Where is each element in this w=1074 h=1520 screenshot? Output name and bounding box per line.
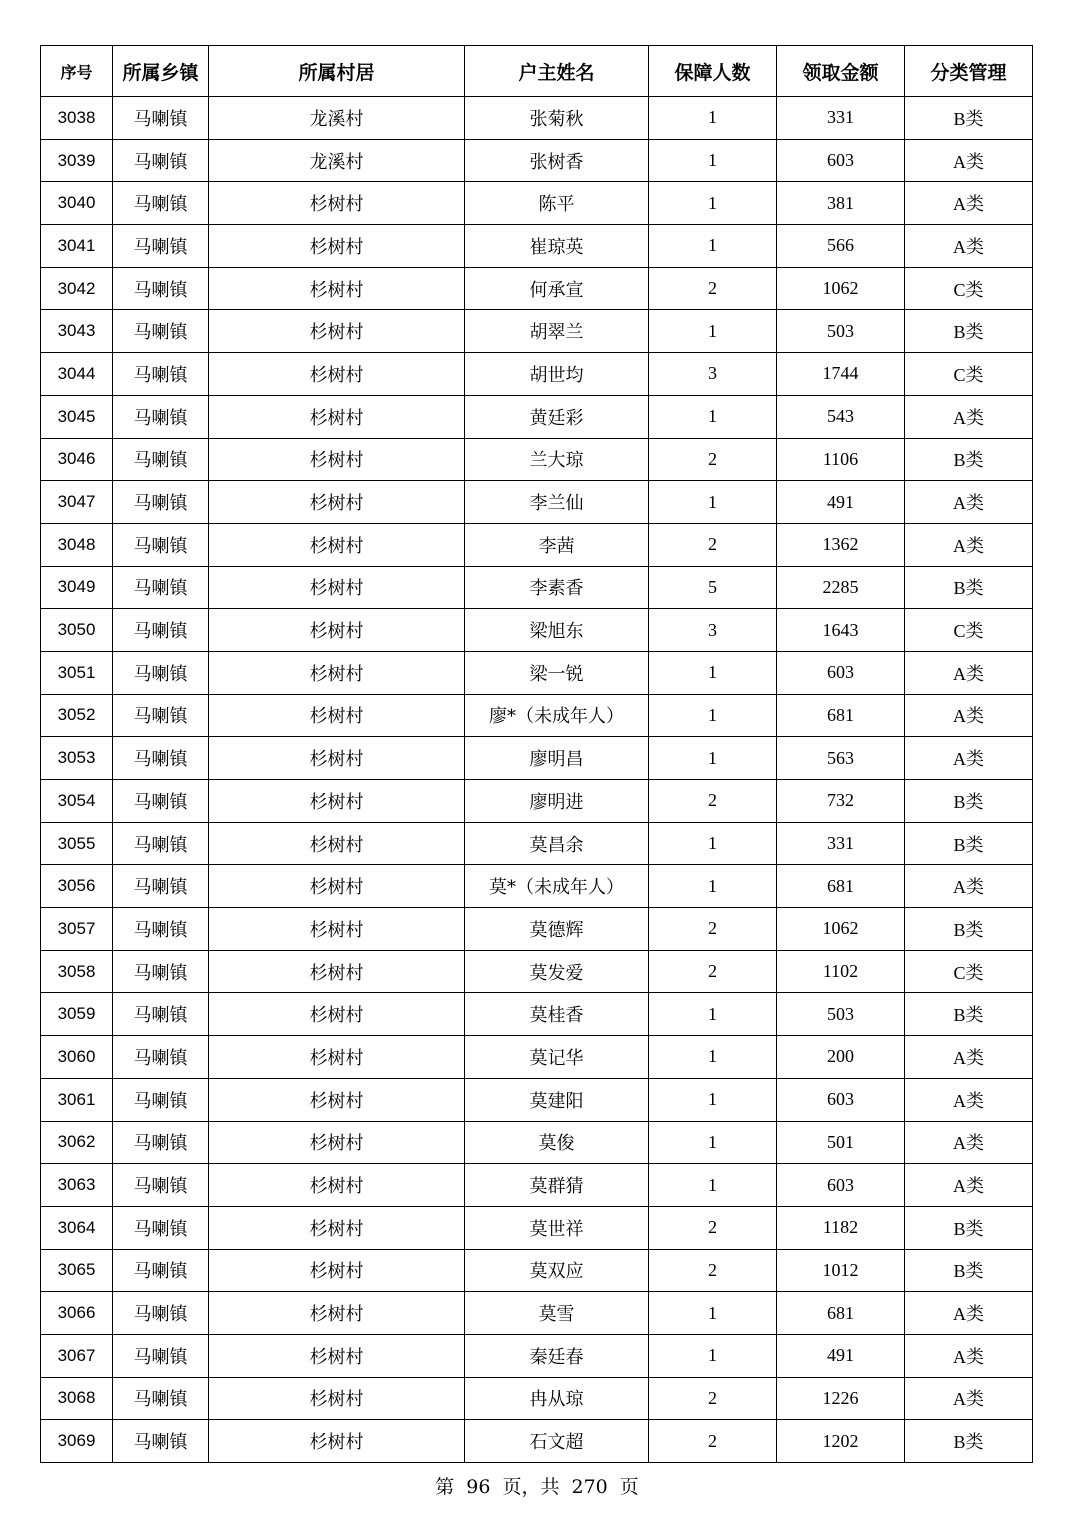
table-row [41, 353, 1033, 396]
cell-householder-name: 莫发爱 [465, 950, 649, 993]
cell-village: 杉树村 [209, 694, 465, 737]
cell-category: A类 [905, 182, 1033, 225]
cell-village: 杉树村 [209, 395, 465, 438]
cell-category: A类 [905, 523, 1033, 566]
cell-category: B类 [905, 822, 1033, 865]
table-row [41, 566, 1033, 609]
table-row [41, 267, 1033, 310]
header-amount: 领取金额 [777, 46, 905, 97]
cell-village: 龙溪村 [209, 97, 465, 140]
cell-category: C类 [905, 950, 1033, 993]
cell-township: 马喇镇 [113, 225, 209, 268]
cell-serial-number: 3043 [41, 310, 113, 353]
cell-serial-number: 3053 [41, 737, 113, 780]
cell-amount: 200 [777, 1036, 905, 1079]
cell-village: 杉树村 [209, 1164, 465, 1207]
cell-serial-number: 3040 [41, 182, 113, 225]
cell-covered-persons: 1 [649, 97, 777, 140]
table-row [41, 481, 1033, 524]
cell-householder-name: 莫*（未成年人） [465, 865, 649, 908]
table-row [41, 1292, 1033, 1335]
cell-category: C类 [905, 267, 1033, 310]
cell-village: 杉树村 [209, 225, 465, 268]
cell-householder-name: 梁旭东 [465, 609, 649, 652]
cell-category: C类 [905, 353, 1033, 396]
cell-covered-persons: 2 [649, 1377, 777, 1420]
cell-category: B类 [905, 97, 1033, 140]
table-row [41, 97, 1033, 140]
cell-amount: 1062 [777, 908, 905, 951]
cell-householder-name: 张菊秋 [465, 97, 649, 140]
header-householder-name: 户主姓名 [465, 46, 649, 97]
cell-serial-number: 3039 [41, 139, 113, 182]
cell-village: 杉树村 [209, 1206, 465, 1249]
cell-category: B类 [905, 1206, 1033, 1249]
cell-village: 杉树村 [209, 737, 465, 780]
cell-township: 马喇镇 [113, 694, 209, 737]
table-row [41, 865, 1033, 908]
cell-village: 杉树村 [209, 1078, 465, 1121]
cell-covered-persons: 1 [649, 395, 777, 438]
cell-amount: 1106 [777, 438, 905, 481]
cell-township: 马喇镇 [113, 523, 209, 566]
cell-amount: 681 [777, 694, 905, 737]
cell-township: 马喇镇 [113, 865, 209, 908]
cell-category: B类 [905, 780, 1033, 823]
cell-village: 杉树村 [209, 1377, 465, 1420]
cell-township: 马喇镇 [113, 1377, 209, 1420]
cell-township: 马喇镇 [113, 737, 209, 780]
cell-covered-persons: 1 [649, 310, 777, 353]
cell-covered-persons: 1 [649, 1334, 777, 1377]
cell-township: 马喇镇 [113, 780, 209, 823]
cell-village: 杉树村 [209, 1121, 465, 1164]
cell-covered-persons: 1 [649, 1164, 777, 1207]
table-row [41, 523, 1033, 566]
table-row [41, 310, 1033, 353]
cell-covered-persons: 1 [649, 651, 777, 694]
cell-category: A类 [905, 1377, 1033, 1420]
cell-township: 马喇镇 [113, 97, 209, 140]
cell-township: 马喇镇 [113, 438, 209, 481]
table-row [41, 950, 1033, 993]
cell-category: A类 [905, 694, 1033, 737]
table-row [41, 225, 1033, 268]
cell-householder-name: 莫德辉 [465, 908, 649, 951]
cell-category: B类 [905, 993, 1033, 1036]
cell-householder-name: 莫昌余 [465, 822, 649, 865]
assistance-table [40, 45, 1033, 1463]
cell-village: 杉树村 [209, 651, 465, 694]
cell-householder-name: 莫世祥 [465, 1206, 649, 1249]
cell-township: 马喇镇 [113, 267, 209, 310]
cell-amount: 381 [777, 182, 905, 225]
cell-village: 杉树村 [209, 950, 465, 993]
table-row [41, 1078, 1033, 1121]
cell-village: 杉树村 [209, 267, 465, 310]
cell-covered-persons: 2 [649, 438, 777, 481]
cell-amount: 491 [777, 481, 905, 524]
cell-covered-persons: 3 [649, 609, 777, 652]
table-row [41, 651, 1033, 694]
cell-serial-number: 3068 [41, 1377, 113, 1420]
cell-householder-name: 莫桂香 [465, 993, 649, 1036]
cell-serial-number: 3038 [41, 97, 113, 140]
cell-village: 龙溪村 [209, 139, 465, 182]
table-row [41, 609, 1033, 652]
cell-householder-name: 胡翠兰 [465, 310, 649, 353]
cell-village: 杉树村 [209, 780, 465, 823]
table-row [41, 1164, 1033, 1207]
cell-serial-number: 3054 [41, 780, 113, 823]
cell-township: 马喇镇 [113, 566, 209, 609]
cell-village: 杉树村 [209, 1420, 465, 1463]
cell-amount: 603 [777, 139, 905, 182]
cell-township: 马喇镇 [113, 908, 209, 951]
cell-amount: 1226 [777, 1377, 905, 1420]
cell-village: 杉树村 [209, 353, 465, 396]
table-header-row [41, 46, 1033, 97]
cell-village: 杉树村 [209, 609, 465, 652]
cell-serial-number: 3048 [41, 523, 113, 566]
cell-householder-name: 陈平 [465, 182, 649, 225]
table-row [41, 908, 1033, 951]
cell-householder-name: 莫建阳 [465, 1078, 649, 1121]
cell-householder-name: 李兰仙 [465, 481, 649, 524]
cell-category: A类 [905, 395, 1033, 438]
cell-township: 马喇镇 [113, 1420, 209, 1463]
cell-village: 杉树村 [209, 993, 465, 1036]
cell-township: 马喇镇 [113, 1249, 209, 1292]
cell-township: 马喇镇 [113, 139, 209, 182]
cell-covered-persons: 2 [649, 908, 777, 951]
cell-covered-persons: 2 [649, 1206, 777, 1249]
cell-township: 马喇镇 [113, 395, 209, 438]
cell-township: 马喇镇 [113, 1164, 209, 1207]
cell-township: 马喇镇 [113, 1121, 209, 1164]
cell-amount: 603 [777, 651, 905, 694]
cell-serial-number: 3059 [41, 993, 113, 1036]
table-row [41, 1206, 1033, 1249]
cell-category: A类 [905, 1036, 1033, 1079]
cell-amount: 1012 [777, 1249, 905, 1292]
header-village: 所属村居 [209, 46, 465, 97]
cell-village: 杉树村 [209, 182, 465, 225]
cell-householder-name: 李素香 [465, 566, 649, 609]
table-body [41, 97, 1033, 1463]
cell-serial-number: 3065 [41, 1249, 113, 1292]
cell-category: A类 [905, 737, 1033, 780]
table-row [41, 1121, 1033, 1164]
cell-amount: 1102 [777, 950, 905, 993]
cell-category: A类 [905, 651, 1033, 694]
cell-householder-name: 廖明进 [465, 780, 649, 823]
cell-serial-number: 3044 [41, 353, 113, 396]
table-row [41, 1334, 1033, 1377]
cell-householder-name: 石文超 [465, 1420, 649, 1463]
cell-category: A类 [905, 1121, 1033, 1164]
cell-serial-number: 3041 [41, 225, 113, 268]
cell-category: C类 [905, 609, 1033, 652]
cell-amount: 681 [777, 865, 905, 908]
cell-covered-persons: 1 [649, 182, 777, 225]
cell-householder-name: 莫雪 [465, 1292, 649, 1335]
cell-amount: 1643 [777, 609, 905, 652]
header-covered-persons: 保障人数 [649, 46, 777, 97]
cell-serial-number: 3050 [41, 609, 113, 652]
cell-township: 马喇镇 [113, 822, 209, 865]
cell-category: A类 [905, 481, 1033, 524]
cell-township: 马喇镇 [113, 651, 209, 694]
cell-village: 杉树村 [209, 1292, 465, 1335]
cell-covered-persons: 1 [649, 1078, 777, 1121]
cell-category: A类 [905, 139, 1033, 182]
cell-householder-name: 莫双应 [465, 1249, 649, 1292]
cell-amount: 331 [777, 97, 905, 140]
cell-amount: 2285 [777, 566, 905, 609]
cell-covered-persons: 1 [649, 865, 777, 908]
cell-township: 马喇镇 [113, 353, 209, 396]
cell-householder-name: 廖*（未成年人） [465, 694, 649, 737]
cell-amount: 1182 [777, 1206, 905, 1249]
cell-township: 马喇镇 [113, 1292, 209, 1335]
cell-amount: 1202 [777, 1420, 905, 1463]
cell-township: 马喇镇 [113, 609, 209, 652]
cell-township: 马喇镇 [113, 1206, 209, 1249]
cell-serial-number: 3052 [41, 694, 113, 737]
cell-serial-number: 3051 [41, 651, 113, 694]
cell-covered-persons: 1 [649, 993, 777, 1036]
cell-covered-persons: 2 [649, 523, 777, 566]
table-row [41, 438, 1033, 481]
cell-amount: 1744 [777, 353, 905, 396]
cell-township: 马喇镇 [113, 1078, 209, 1121]
cell-covered-persons: 1 [649, 139, 777, 182]
cell-amount: 563 [777, 737, 905, 780]
cell-covered-persons: 1 [649, 1036, 777, 1079]
table-row [41, 822, 1033, 865]
table-row [41, 780, 1033, 823]
cell-category: B类 [905, 908, 1033, 951]
cell-householder-name: 黄廷彩 [465, 395, 649, 438]
cell-township: 马喇镇 [113, 1334, 209, 1377]
cell-village: 杉树村 [209, 523, 465, 566]
cell-householder-name: 兰大琼 [465, 438, 649, 481]
cell-householder-name: 何承宣 [465, 267, 649, 310]
cell-category: B类 [905, 438, 1033, 481]
cell-category: A类 [905, 1164, 1033, 1207]
cell-covered-persons: 2 [649, 950, 777, 993]
cell-householder-name: 莫俊 [465, 1121, 649, 1164]
cell-householder-name: 胡世均 [465, 353, 649, 396]
cell-amount: 681 [777, 1292, 905, 1335]
cell-village: 杉树村 [209, 908, 465, 951]
cell-serial-number: 3049 [41, 566, 113, 609]
cell-covered-persons: 1 [649, 737, 777, 780]
cell-householder-name: 崔琼英 [465, 225, 649, 268]
cell-serial-number: 3064 [41, 1206, 113, 1249]
cell-covered-persons: 1 [649, 481, 777, 524]
cell-category: A类 [905, 1078, 1033, 1121]
cell-householder-name: 梁一锐 [465, 651, 649, 694]
header-township: 所属乡镇 [113, 46, 209, 97]
table-row [41, 395, 1033, 438]
table-row [41, 1377, 1033, 1420]
cell-category: A类 [905, 865, 1033, 908]
cell-category: B类 [905, 1420, 1033, 1463]
cell-covered-persons: 1 [649, 1292, 777, 1335]
cell-serial-number: 3069 [41, 1420, 113, 1463]
cell-township: 马喇镇 [113, 481, 209, 524]
cell-amount: 1362 [777, 523, 905, 566]
cell-serial-number: 3045 [41, 395, 113, 438]
cell-serial-number: 3062 [41, 1121, 113, 1164]
cell-category: A类 [905, 1334, 1033, 1377]
table-row [41, 139, 1033, 182]
cell-householder-name: 张树香 [465, 139, 649, 182]
cell-householder-name: 李茜 [465, 523, 649, 566]
cell-category: B类 [905, 566, 1033, 609]
cell-householder-name: 莫群猜 [465, 1164, 649, 1207]
cell-householder-name: 秦廷春 [465, 1334, 649, 1377]
cell-amount: 603 [777, 1164, 905, 1207]
cell-village: 杉树村 [209, 1036, 465, 1079]
cell-covered-persons: 1 [649, 225, 777, 268]
cell-serial-number: 3066 [41, 1292, 113, 1335]
cell-village: 杉树村 [209, 438, 465, 481]
header-serial-number: 序号 [41, 46, 113, 97]
cell-covered-persons: 2 [649, 1249, 777, 1292]
cell-covered-persons: 1 [649, 694, 777, 737]
cell-serial-number: 3046 [41, 438, 113, 481]
cell-serial-number: 3057 [41, 908, 113, 951]
cell-serial-number: 3042 [41, 267, 113, 310]
cell-village: 杉树村 [209, 481, 465, 524]
header-category: 分类管理 [905, 46, 1033, 97]
page-footer: 第 96 页，共 270 页 [435, 1476, 639, 1498]
cell-category: B类 [905, 1249, 1033, 1292]
cell-amount: 503 [777, 310, 905, 353]
table-row [41, 182, 1033, 225]
cell-amount: 566 [777, 225, 905, 268]
cell-amount: 491 [777, 1334, 905, 1377]
cell-serial-number: 3047 [41, 481, 113, 524]
cell-householder-name: 冉从琼 [465, 1377, 649, 1420]
cell-amount: 503 [777, 993, 905, 1036]
cell-village: 杉树村 [209, 1249, 465, 1292]
cell-village: 杉树村 [209, 822, 465, 865]
cell-amount: 501 [777, 1121, 905, 1164]
cell-serial-number: 3060 [41, 1036, 113, 1079]
cell-serial-number: 3067 [41, 1334, 113, 1377]
table-row [41, 694, 1033, 737]
cell-covered-persons: 2 [649, 267, 777, 310]
cell-amount: 331 [777, 822, 905, 865]
cell-township: 马喇镇 [113, 1036, 209, 1079]
cell-township: 马喇镇 [113, 182, 209, 225]
cell-amount: 732 [777, 780, 905, 823]
cell-serial-number: 3058 [41, 950, 113, 993]
cell-village: 杉树村 [209, 310, 465, 353]
cell-amount: 603 [777, 1078, 905, 1121]
cell-amount: 543 [777, 395, 905, 438]
cell-village: 杉树村 [209, 1334, 465, 1377]
cell-category: B类 [905, 310, 1033, 353]
cell-covered-persons: 1 [649, 1121, 777, 1164]
cell-serial-number: 3056 [41, 865, 113, 908]
table-row [41, 993, 1033, 1036]
cell-householder-name: 莫记华 [465, 1036, 649, 1079]
cell-township: 马喇镇 [113, 993, 209, 1036]
cell-village: 杉树村 [209, 865, 465, 908]
cell-serial-number: 3063 [41, 1164, 113, 1207]
cell-covered-persons: 2 [649, 780, 777, 823]
cell-covered-persons: 5 [649, 566, 777, 609]
cell-township: 马喇镇 [113, 950, 209, 993]
cell-township: 马喇镇 [113, 310, 209, 353]
cell-category: A类 [905, 225, 1033, 268]
cell-covered-persons: 2 [649, 1420, 777, 1463]
cell-covered-persons: 3 [649, 353, 777, 396]
cell-covered-persons: 1 [649, 822, 777, 865]
cell-category: A类 [905, 1292, 1033, 1335]
table-row [41, 1249, 1033, 1292]
cell-householder-name: 廖明昌 [465, 737, 649, 780]
table-row [41, 737, 1033, 780]
cell-amount: 1062 [777, 267, 905, 310]
cell-serial-number: 3055 [41, 822, 113, 865]
cell-serial-number: 3061 [41, 1078, 113, 1121]
table-row [41, 1420, 1033, 1463]
table-row [41, 1036, 1033, 1079]
cell-village: 杉树村 [209, 566, 465, 609]
